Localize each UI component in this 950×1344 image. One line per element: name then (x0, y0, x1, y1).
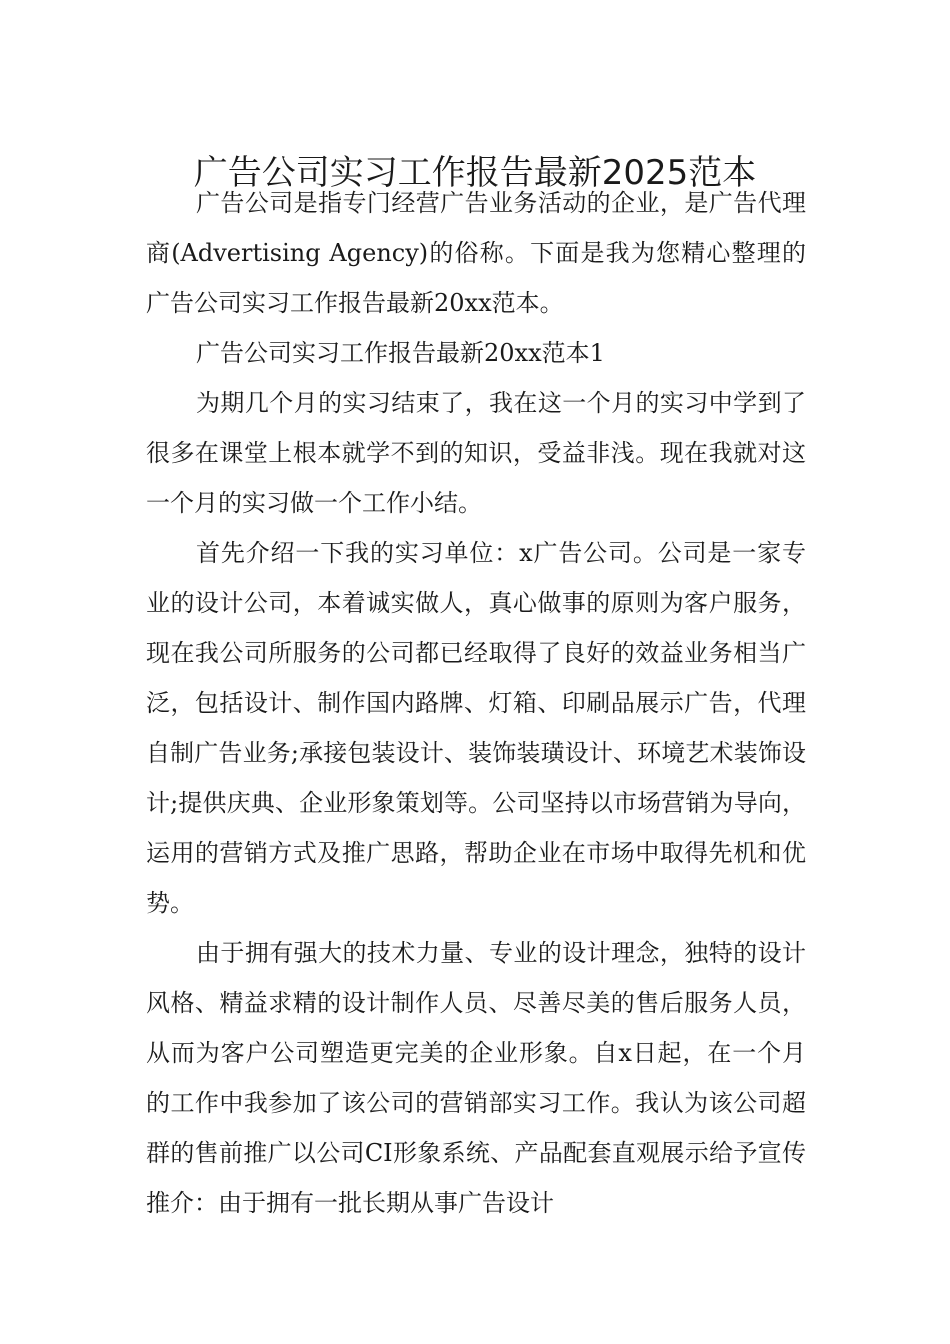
body-paragraph: 首先介绍一下我的实习单位：x广告公司。公司是一家专业的设计公司，本着诚实做人，真心做事的原则为客户服务，现在我公司所服务的公司都已经取得了良好的效益业务相当广泛，包括设计、制作国内路牌、灯箱、印刷品展示广告，代理自制广告业务;承接包装设计、装饰装璜设计、环境艺术装饰设计;提供庆典、企业形象策划等。公司坚持以市场营销为导向，运用的营销方式及推广思路，帮助企业在市场中取得先机和优势。 (146, 539, 806, 917)
body-paragraph: 为期几个月的实习结束了，我在这一个月的实习中学到了很多在课堂上根本就学不到的知识，受益非浅。现在我就对这一个月的实习做一个工作小结。 (146, 389, 806, 517)
intro-paragraph: 广告公司是指专门经营广告业务活动的企业，是广告代理商(Advertising Agency)的俗称。下面是我为您精心整理的广告公司实习工作报告最新20xx范本。 (146, 189, 806, 317)
body-paragraph: 由于拥有强大的技术力量、专业的设计理念，独特的设计风格、精益求精的设计制作人员、尽善尽美的售后服务人员，从而为客户公司塑造更完美的企业形象。自x日起，在一个月的工作中我参加了该公司的营销部实习工作。我认为该公司超群的售前推广以公司CI形象系统、产品配套直观展示给予宣传推介：由于拥有一批长期从事广告设计 (146, 939, 806, 1217)
document-body (146, 178, 806, 1228)
document-title: 广告公司实习工作报告最新2025范本 (193, 152, 757, 193)
section-heading: 广告公司实习工作报告最新20xx范本1 (196, 339, 605, 367)
